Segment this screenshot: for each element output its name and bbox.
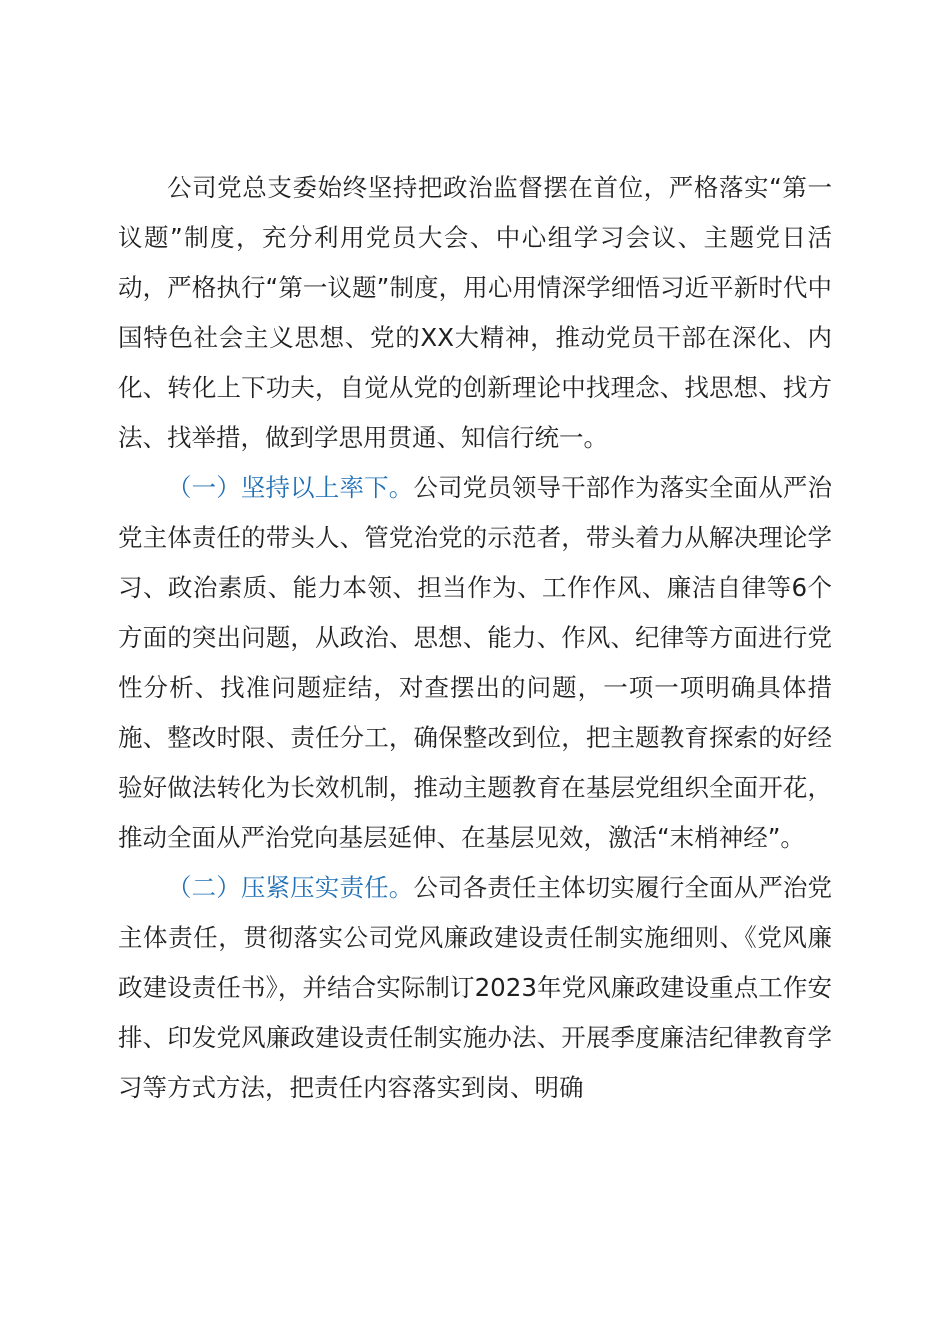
section-1-heading: （一）坚持以上率下。 <box>167 473 414 502</box>
document-body <box>118 163 832 1113</box>
section-2-text: 公司各责任主体切实履行全面从严治党主体责任，贯彻落实公司党风廉政建设责任制实施细则、《党风廉政建设责任书》，并结合实际制订2023年党风廉政建设重点工作安排、印发党风廉政建设责任制实施办法、开展季度廉洁纪律教育学习等方式方法，把责任内容落实到岗、明确 <box>118 873 833 1102</box>
section-1-text: 公司党员领导干部作为落实全面从严治党主体责任的带头人、管党治党的示范者，带头着力从解决理论学习、政治素质、能力本领、担当作为、工作作风、廉洁自律等6个方面的突出问题，从政治、思想、能力、作风、纪律等方面进行党性分析、找准问题症结，对查摆出的问题，一项一项明确具体措施、整改时限、责任分工，确保整改到位，把主题教育探索的好经验好做法转化为长效机制，推动主题教育在基层党组织全面开花，推动全面从严治党向基层延伸、在基层见效，激活“末梢神经”。 <box>118 473 833 852</box>
paragraph-intro-text: 公司党总支委始终坚持把政治监督摆在首位，严格落实“第一议题”制度，充分利用党员大会、中心组学习会议、主题党日活动，严格执行“第一议题”制度，用心用情深学细悟习近平新时代中国特色社会主义思想、党的XX大精神，推动党员干部在深化、内化、转化上下功夫，自觉从党的创新理论中找理念、找思想、找方法、找举措，做到学思用贯通、知信行统一。 <box>118 173 832 452</box>
paragraph-intro <box>118 163 832 463</box>
section-2-heading: （二）压紧压实责任。 <box>167 873 414 902</box>
paragraph-section-2 <box>118 863 832 1113</box>
paragraph-section-1 <box>118 463 832 863</box>
